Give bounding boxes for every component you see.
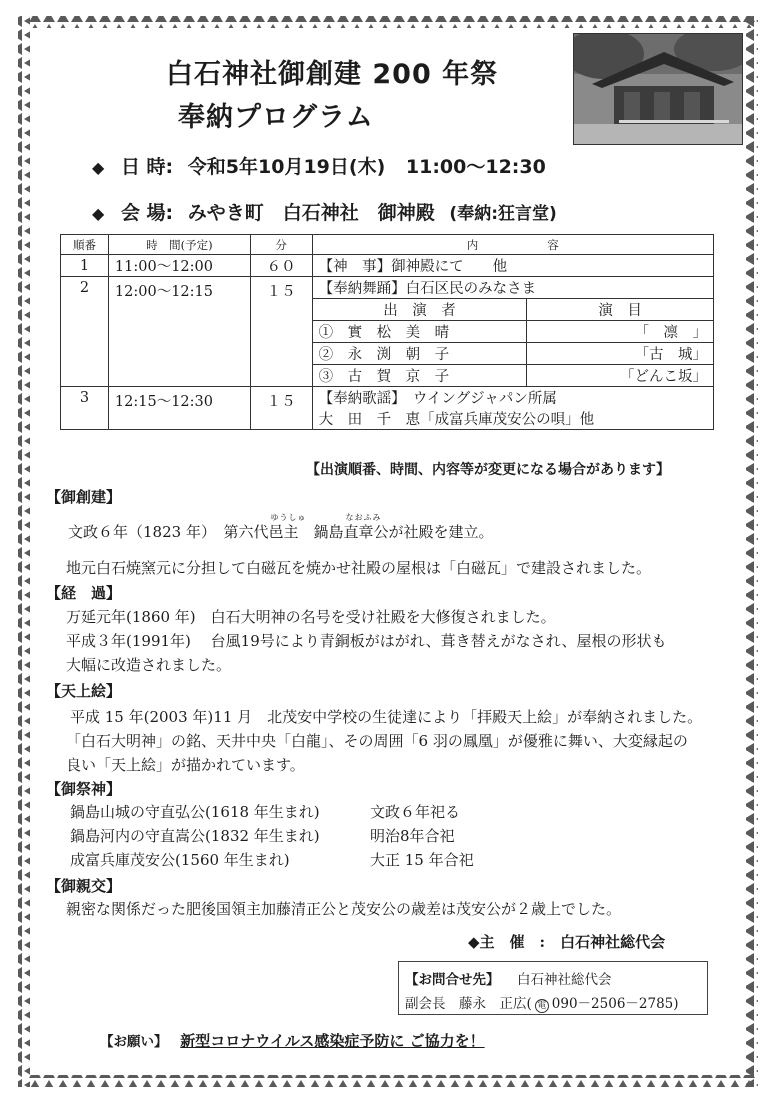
header-no: 順番: [61, 235, 109, 255]
deity-name: 鍋島山城の守直弘公(1618 年生まれ): [70, 803, 320, 821]
date-line: [92, 152, 546, 179]
deity-name: 成富兵庫茂安公(1560 年生まれ): [70, 851, 290, 869]
table-row: [61, 387, 714, 409]
table-header-row: [61, 235, 714, 255]
date-value: 令和5年10月19日(木): [187, 156, 386, 178]
schedule-notice: 【出演順番、時間、内容等が変更になる場合があります】: [306, 462, 670, 478]
header-content: 内 容: [312, 235, 713, 255]
row-min: １５: [250, 277, 312, 387]
ruby-reading: ゆうしゅ: [270, 513, 307, 522]
founding-text: 文政６年（1823 年） 第六代: [68, 523, 269, 541]
deity-name: 鍋島河内の守直嵩公(1832 年生まれ): [70, 827, 320, 845]
history-line: 大幅に改造されました。: [66, 656, 232, 674]
relation-line: 親密な関係だった肥後国領主加藤清正公と茂安公の歳差は茂安公が２歳上でした。: [66, 900, 622, 918]
date-label: 日 時:: [120, 156, 174, 178]
row-no: 1: [61, 255, 109, 277]
ruby-word: [343, 513, 382, 542]
contact-phone: 090－2506－2785): [551, 996, 679, 1012]
performer-name: ② 永 渕 朝 子: [312, 343, 527, 365]
performer-piece: 「どんこ坂」: [527, 365, 714, 387]
history-line: 万延元年(1860 年) 白石大明神の名号を受け社殿を大修復されました。: [66, 608, 556, 626]
section-header-deities: 【御祭神】: [46, 780, 122, 798]
shrine-photo: [573, 33, 743, 145]
founding-text: 鍋島: [298, 523, 344, 541]
venue-line: [92, 198, 557, 225]
deity-note: 文政６年祀る: [370, 803, 461, 821]
phone-icon: 電: [535, 999, 549, 1013]
program-table: [60, 234, 714, 430]
row-content: 【奉納舞踊】白石区民のみなさま: [312, 277, 713, 299]
row-min: １５: [250, 387, 312, 430]
page-title: 白石神社御創建 200 年祭: [166, 59, 499, 90]
row-time: 12:15～12:30: [108, 387, 250, 430]
contact-label: 【お問合せ先】: [405, 972, 500, 988]
row-time: 12:00～12:15: [108, 277, 250, 387]
time-value: 11:00～12:30: [405, 156, 546, 178]
organizer: ◆主 催 : 白石神社総代会: [468, 933, 666, 951]
deity-note: 明治8年合祀: [370, 827, 455, 845]
founding-line: 地元白石焼窯元に分担して白磁瓦を焼かせ社殿の屋根は「白磁瓦」で建設されました。: [66, 559, 652, 577]
performer-piece: 「古 城」: [527, 343, 714, 365]
page-subtitle: 奉納プログラム: [178, 102, 374, 133]
row-min: ６０: [250, 255, 312, 277]
row-no: 2: [61, 277, 109, 387]
founding-text: 公が社殿を建立。: [373, 523, 494, 541]
ceiling-line: 「白石大明神」の銘、天井中央「白龍」、その周囲「6 羽の鳳凰」が優雅に舞い、大変縁起の: [66, 732, 688, 750]
table-row: [61, 255, 714, 277]
row-content: 【奉納歌謡】 ウイングジャパン所属: [312, 387, 713, 409]
venue-note: (奉納:狂言堂): [449, 204, 557, 224]
section-header-relation: 【御親交】: [46, 877, 122, 895]
ceiling-line: 平成 15 年(2003 年)11 月 北茂安中学校の生徒達により「拝殿天上絵」が奉納されました。: [70, 708, 703, 726]
contact-line: [405, 992, 679, 1013]
ruby-word: [268, 513, 307, 542]
header-min: 分: [250, 235, 312, 255]
performer-name: ③ 古 賀 京 子: [312, 365, 527, 387]
ruby-reading: なおふみ: [345, 513, 382, 522]
ruby-base: 邑主: [268, 523, 299, 541]
performer-piece: 「 凛 」: [527, 321, 714, 343]
section-header-founding: 【御創建】: [46, 488, 122, 506]
plea-label: 【お願い】: [100, 1034, 168, 1050]
row-time: 11:00～12:00: [108, 255, 250, 277]
venue-label: 会 場:: [120, 202, 174, 224]
section-header-ceiling: 【天上絵】: [46, 682, 122, 700]
plea-line: [100, 1030, 485, 1051]
diamond-bullet-icon: ◆: [92, 158, 105, 177]
ruby-base: 直章: [343, 523, 374, 541]
contact-box: [398, 961, 708, 1015]
performer-name: ① 實 松 美 晴: [312, 321, 527, 343]
row-content: 【神 事】御神殿にて 他: [312, 255, 713, 277]
piece-header: 演 目: [527, 299, 714, 321]
row-no: 3: [61, 387, 109, 430]
header-time: 時 間(予定): [108, 235, 250, 255]
diamond-bullet-icon: ◆: [92, 204, 105, 223]
contact-org: 白石神社総代会: [517, 972, 612, 988]
section-header-history: 【経 過】: [46, 584, 122, 602]
history-line: 平成３年(1991年) 台風19号により青銅板がはがれ、葺き替えがなされ、屋根の形状も: [66, 632, 667, 650]
table-row: [61, 277, 714, 299]
founding-line: [68, 513, 494, 542]
deity-note: 大正 15 年合祀: [370, 851, 474, 869]
performer-header: 出 演 者: [312, 299, 527, 321]
venue-value: みやき町 白石神社 御神殿: [187, 202, 435, 224]
plea-text: 新型コロナウイルス感染症予防に ご協力を！: [180, 1032, 485, 1050]
ceiling-line: 良い「天上絵」が描かれています。: [66, 756, 305, 774]
row-content: 大 田 千 恵「成富兵庫茂安公の唄」他: [312, 408, 713, 430]
contact-person: 副会長 藤永 正広(: [405, 996, 532, 1012]
